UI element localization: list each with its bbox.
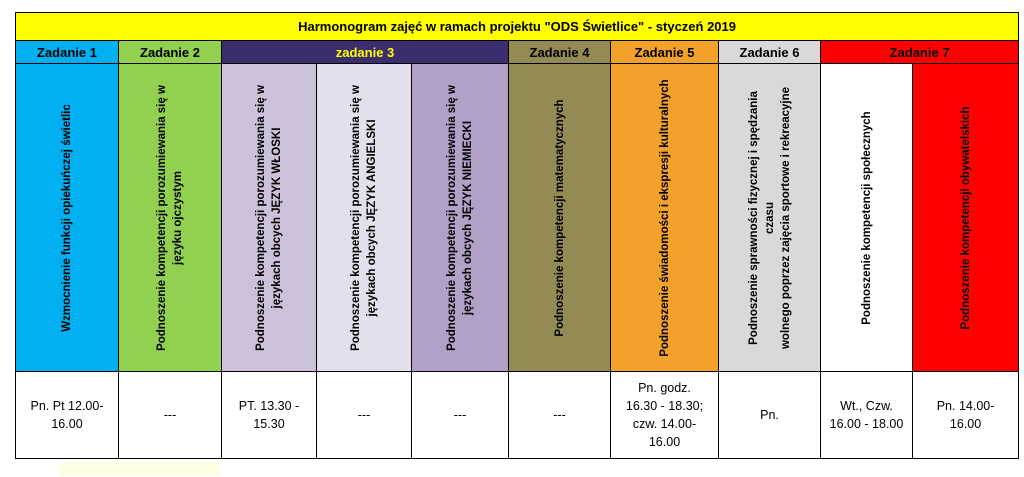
- faint-highlight: [60, 462, 220, 476]
- schedule-cell-7: Pn. godz. 16.30 - 18.30; czw. 14.00- 16.00: [611, 372, 719, 459]
- desc-text-10: Podnoszenie kompetencji obywatelskich: [959, 105, 972, 330]
- header-task-6: Zadanie 6: [719, 41, 821, 64]
- desc-cell-1: [16, 64, 119, 372]
- desc-cell-7: [611, 64, 719, 372]
- header-task-3: zadanie 3: [222, 41, 509, 64]
- schedule-table: [15, 12, 1019, 459]
- description-row: [16, 64, 1019, 372]
- desc-cell-3: [222, 64, 317, 372]
- schedule-cell-10: Pn. 14.00- 16.00: [913, 372, 1019, 459]
- schedule-cell-4: ---: [317, 372, 412, 459]
- schedule-cell-8: Pn.: [719, 372, 821, 459]
- header-task-1: Zadanie 1: [16, 41, 119, 64]
- header-task-2: Zadanie 2: [119, 41, 222, 64]
- desc-text-4: Podnoszenie kompetencji porozumiewania się w językach obcych JĘZYK ANGIELSKI: [350, 84, 378, 351]
- desc-cell-8: [719, 64, 821, 372]
- schedule-cell-5: ---: [412, 372, 509, 459]
- schedule-row: [16, 372, 1019, 459]
- desc-text-5: Podnoszenie kompetencji porozumiewania się w językach obcych JĘZYK NIEMIECKI: [446, 84, 474, 351]
- desc-text-7: Podnoszenie świadomości i ekspresji kulturalnych: [658, 78, 671, 357]
- schedule-cell-6: ---: [509, 372, 611, 459]
- desc-cell-5: [412, 64, 509, 372]
- desc-text-2: Podnoszenie kompetencji porozumiewania się w języku ojczystym: [156, 84, 184, 351]
- schedule-title: Harmonogram zajęć w ramach projektu "ODS Świetlice" - styczeń 2019: [16, 13, 1019, 41]
- title-row: [16, 13, 1019, 41]
- schedule-cell-1: Pn. Pt 12.00- 16.00: [16, 372, 119, 459]
- desc-cell-10: [913, 64, 1019, 372]
- desc-text-3: Podnoszenie kompetencji porozumiewania się w językach obcych JĘZYK WŁOSKI: [255, 84, 283, 351]
- desc-text-6: Podnoszenie kompetencji matematycznych: [553, 98, 566, 337]
- task-header-row: [16, 41, 1019, 64]
- schedule-sheet: [15, 12, 1018, 459]
- desc-cell-6: [509, 64, 611, 372]
- header-task-4: Zadanie 4: [509, 41, 611, 64]
- desc-text-1: Wzmocnienie funkcji opiekuńczej świetlic: [61, 103, 73, 332]
- schedule-cell-2: ---: [119, 372, 222, 459]
- header-task-7: Zadanie 7: [821, 41, 1019, 64]
- desc-cell-9: [821, 64, 913, 372]
- desc-text-9: Podnoszenie kompetencji społecznych: [860, 110, 873, 325]
- desc-cell-4: [317, 64, 412, 372]
- desc-cell-2: [119, 64, 222, 372]
- schedule-cell-9: Wt., Czw. 16.00 - 18.00: [821, 372, 913, 459]
- desc-text-8: Podnoszenie sprawności fizycznej i spędzania czasu wolnego poprzez zajęcia sportowe i rekreacyjne: [747, 86, 792, 349]
- header-task-5: Zadanie 5: [611, 41, 719, 64]
- schedule-cell-3: PT. 13.30 - 15.30: [222, 372, 317, 459]
